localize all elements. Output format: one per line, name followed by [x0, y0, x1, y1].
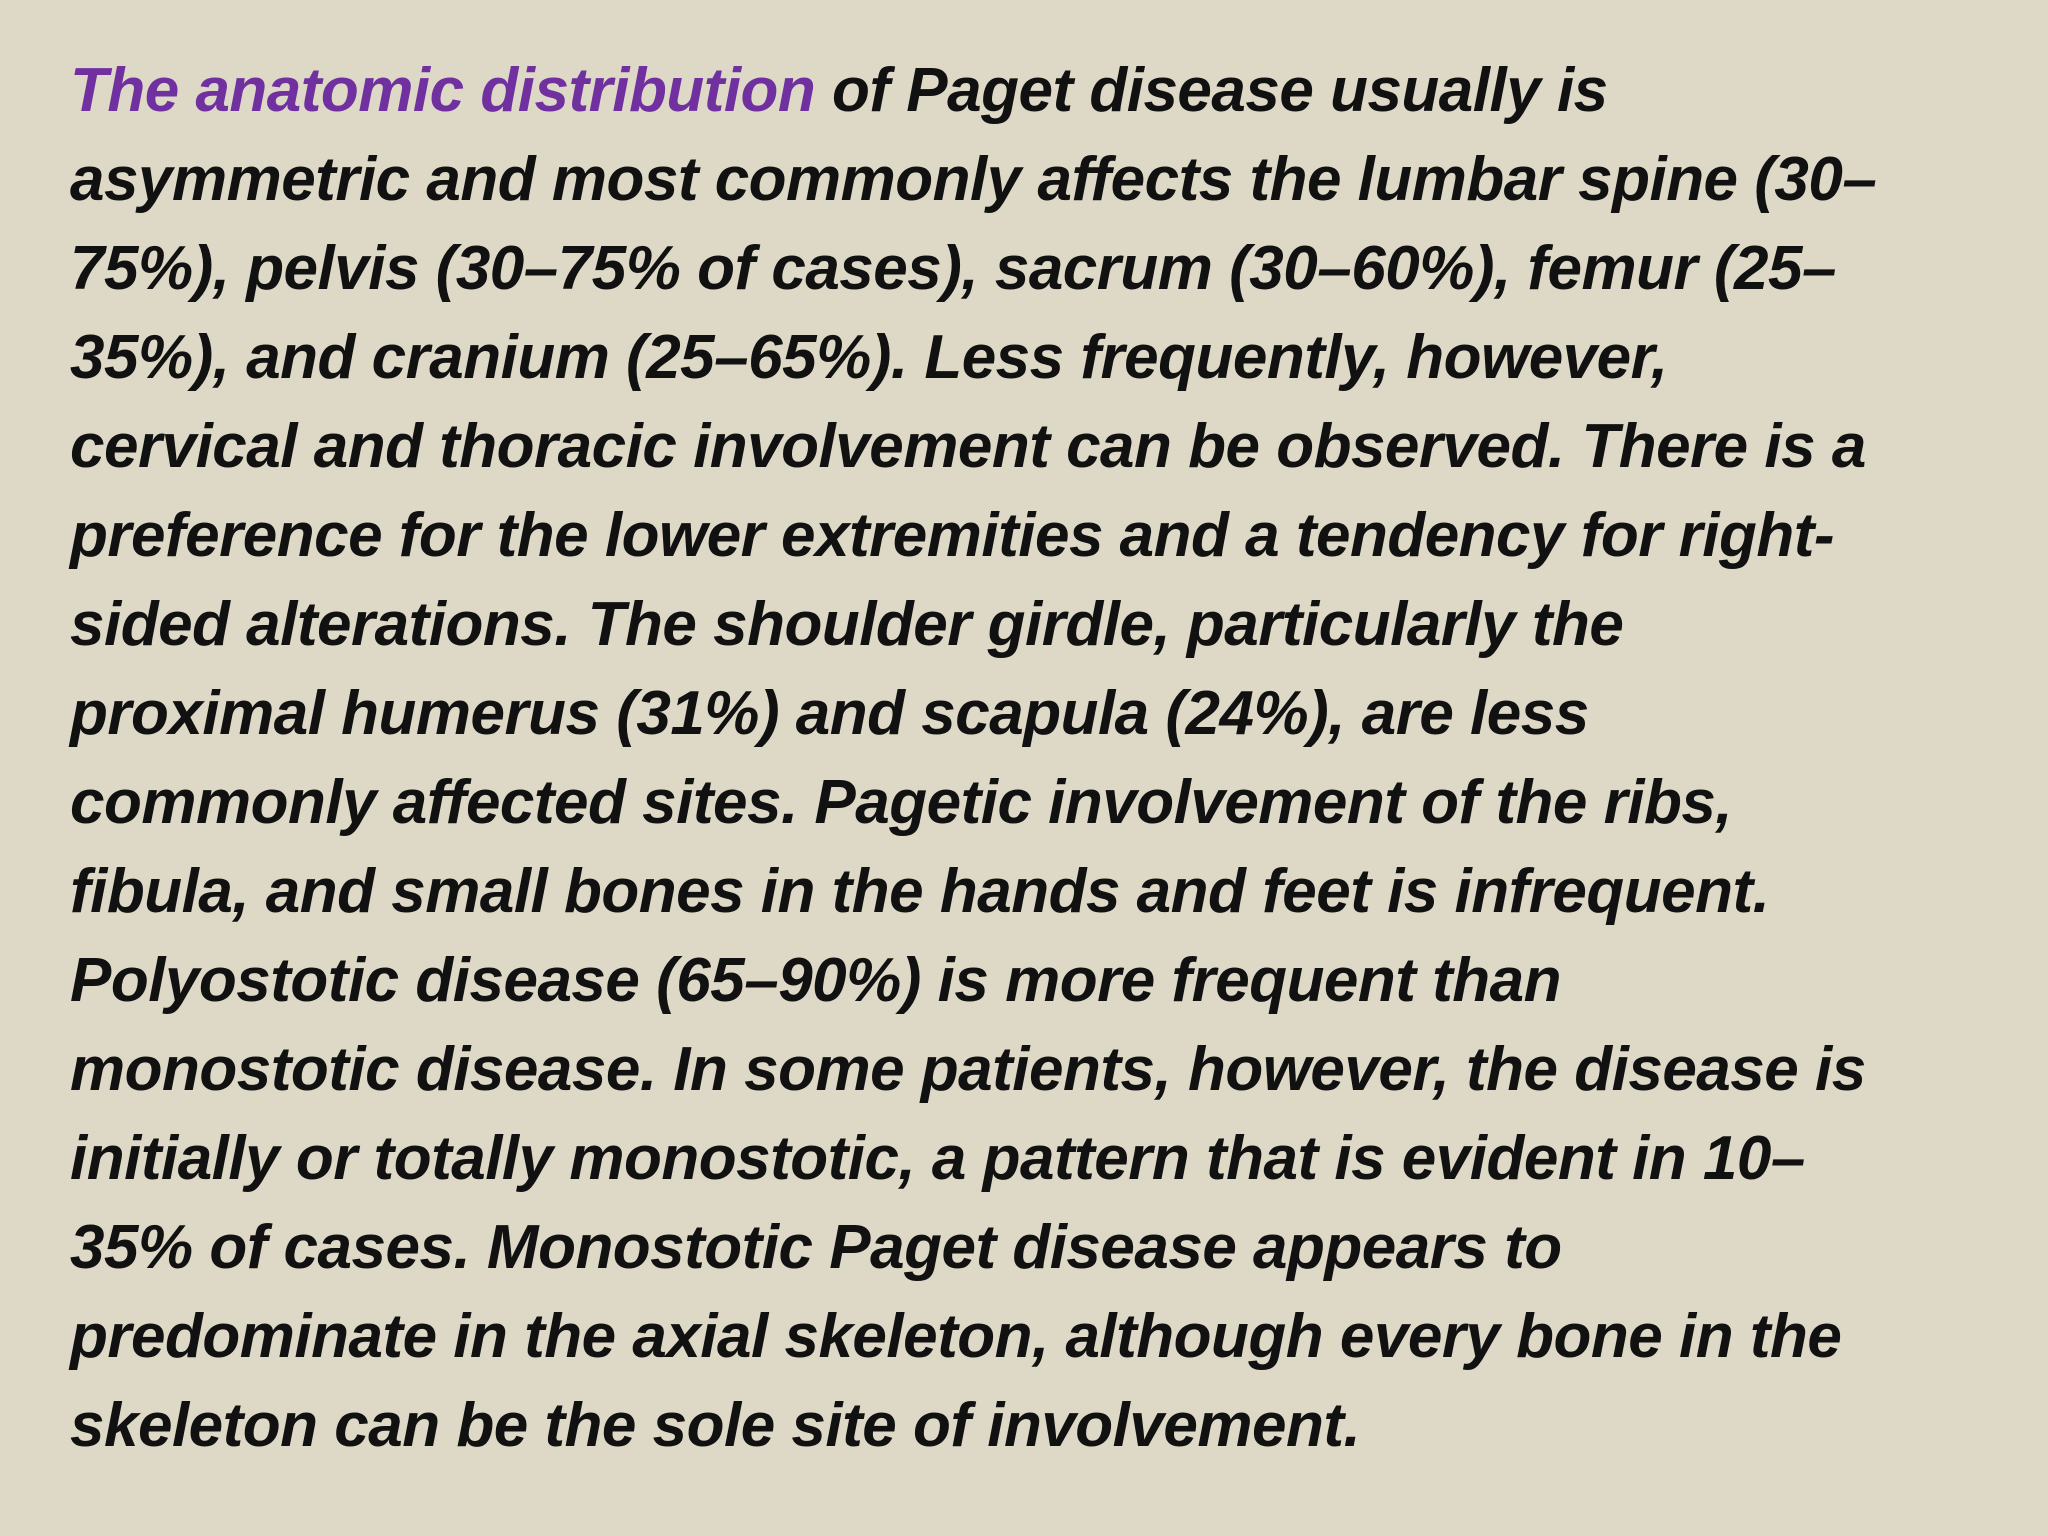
text-line-1-rest: of Paget disease usually is [815, 56, 1608, 125]
text-line-1 [70, 46, 2020, 135]
text-line-6: preference for the lower extremities and a tendency for right- [70, 501, 1835, 570]
text-line-15: predominate in the axial skeleton, although every bone in the [70, 1302, 1842, 1371]
text-line-2: asymmetric and most commonly affects the lumbar spine (30– [70, 145, 1877, 214]
highlighted-phrase: The anatomic distribution [70, 56, 816, 125]
text-line-12: monostotic disease. In some patients, however, the disease is [70, 1035, 1866, 1104]
text-line-10: fibula, and small bones in the hands and feet is infrequent. [70, 857, 1770, 926]
text-line-5: cervical and thoracic involvement can be observed. There is a [70, 412, 1866, 481]
text-line-4: 35%), and cranium (25–65%). Less frequently, however, [70, 323, 1668, 392]
text-line-16: skeleton can be the sole site of involvement. [70, 1391, 1361, 1460]
slide-body-text [70, 46, 2020, 1470]
text-line-8: proximal humerus (31%) and scapula (24%), are less [70, 679, 1589, 748]
text-line-7: sided alterations. The shoulder girdle, particularly the [70, 590, 1624, 659]
text-line-14: 35% of cases. Monostotic Paget disease appears to [70, 1213, 1562, 1282]
text-line-11: Polyostotic disease (65–90%) is more frequent than [70, 946, 1562, 1015]
text-line-3: 75%), pelvis (30–75% of cases), sacrum (30–60%), femur (25– [70, 234, 1836, 303]
text-line-13: initially or totally monostotic, a pattern that is evident in 10– [70, 1124, 1805, 1193]
text-line-9: commonly affected sites. Pagetic involvement of the ribs, [70, 768, 1733, 837]
